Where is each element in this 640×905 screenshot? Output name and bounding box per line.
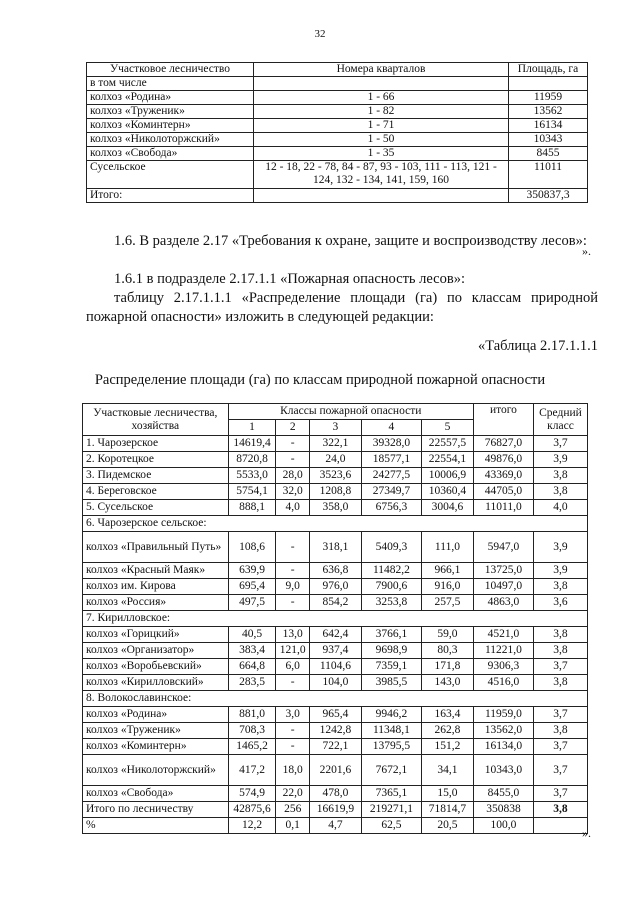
table-row <box>83 659 588 675</box>
header-class-4: 4 <box>361 420 421 436</box>
area-cell: 11011 <box>509 161 588 189</box>
table-row <box>83 563 588 579</box>
class-4-cell: 7359,1 <box>361 659 421 675</box>
paragraph-table-instruction: таблицу 2.17.1.1.1 «Распределение площади (га) по классам природной пожарной опасности» изложить в следующей редакции: <box>86 290 598 325</box>
class-5-cell: 20,5 <box>421 818 473 834</box>
total-cell: 4863,0 <box>473 595 533 611</box>
table-row <box>83 595 588 611</box>
class-3-cell: 642,4 <box>309 627 361 643</box>
class-4-cell: 3766,1 <box>361 627 421 643</box>
class-3-cell: 976,0 <box>309 579 361 595</box>
row-name: колхоз «Николоторжский» <box>83 755 229 786</box>
total-cell: 8455,0 <box>473 786 533 802</box>
class-5-cell: 3004,6 <box>421 500 473 516</box>
class-1-cell: 40,5 <box>228 627 276 643</box>
class-3-cell: 322,1 <box>309 436 361 452</box>
table-row <box>83 739 588 755</box>
area-cell: 8455 <box>509 147 588 161</box>
class-1-cell: 14619,4 <box>228 436 276 452</box>
quarters-cell: 1 - 71 <box>254 119 509 133</box>
table-row <box>83 484 588 500</box>
class-4-cell: 5409,3 <box>361 532 421 563</box>
quarters-cell: 1 - 50 <box>254 133 509 147</box>
header-area: Площадь, га <box>509 63 588 77</box>
quarters-table-row <box>87 189 588 203</box>
class-4-cell: 9946,2 <box>361 707 421 723</box>
quarters-table-row <box>87 147 588 161</box>
header-class-1: 1 <box>228 420 276 436</box>
class-5-cell: 151,2 <box>421 739 473 755</box>
table-row <box>83 723 588 739</box>
class-4-cell: 62,5 <box>361 818 421 834</box>
row-name: 2. Коротецкое <box>83 452 229 468</box>
class-2-cell: - <box>276 452 309 468</box>
total-cell: 5947,0 <box>473 532 533 563</box>
class-2-cell: 121,0 <box>276 643 309 659</box>
average-class-cell: 3,7 <box>533 755 587 786</box>
average-class-cell: 3,8 <box>533 802 587 818</box>
quarters-table-header <box>87 63 588 77</box>
total-cell: 11011,0 <box>473 500 533 516</box>
total-cell: 100,0 <box>473 818 533 834</box>
class-4-cell: 7672,1 <box>361 755 421 786</box>
class-3-cell: 1104,6 <box>309 659 361 675</box>
quarters-table-row <box>87 161 588 189</box>
table-row <box>83 818 588 834</box>
row-name: колхоз «Кирилловский» <box>83 675 229 691</box>
average-class-cell: 3,9 <box>533 452 587 468</box>
class-2-cell: 28,0 <box>276 468 309 484</box>
row-name: 4. Береговское <box>83 484 229 500</box>
total-cell: 9306,3 <box>473 659 533 675</box>
forestry-name-cell: колхоз «Труженик» <box>87 105 254 119</box>
quarters-table-row <box>87 105 588 119</box>
class-5-cell: 171,8 <box>421 659 473 675</box>
average-class-cell: 3,7 <box>533 786 587 802</box>
average-class-cell: 3,7 <box>533 436 587 452</box>
class-3-cell: 854,2 <box>309 595 361 611</box>
average-class-cell <box>533 818 587 834</box>
quarters-table <box>86 62 588 203</box>
row-name: колхоз «Красный Маяк» <box>83 563 229 579</box>
class-5-cell: 163,4 <box>421 707 473 723</box>
forestry-name-cell: колхоз «Николоторжский» <box>87 133 254 147</box>
forestry-name-cell: Сусельское <box>87 161 254 189</box>
class-2-cell: 3,0 <box>276 707 309 723</box>
class-3-cell: 478,0 <box>309 786 361 802</box>
total-cell: 43369,0 <box>473 468 533 484</box>
header-forestry-name: Участковые лесничества, хозяйства <box>83 404 229 436</box>
class-3-cell: 4,7 <box>309 818 361 834</box>
quarters-cell: 1 - 35 <box>254 147 509 161</box>
total-cell: 4521,0 <box>473 627 533 643</box>
total-cell: 4516,0 <box>473 675 533 691</box>
row-name: 1. Чарозерское <box>83 436 229 452</box>
average-class-cell: 3,9 <box>533 532 587 563</box>
row-name: колхоз им. Кирова <box>83 579 229 595</box>
class-5-cell: 257,5 <box>421 595 473 611</box>
class-5-cell: 15,0 <box>421 786 473 802</box>
average-class-cell: 3,6 <box>533 595 587 611</box>
class-5-cell: 22554,1 <box>421 452 473 468</box>
area-cell: 11959 <box>509 91 588 105</box>
class-4-cell: 3253,8 <box>361 595 421 611</box>
class-1-cell: 383,4 <box>228 643 276 659</box>
row-name: колхоз «Коминтерн» <box>83 739 229 755</box>
class-1-cell: 888,1 <box>228 500 276 516</box>
total-cell: 16134,0 <box>473 739 533 755</box>
class-4-cell: 6756,3 <box>361 500 421 516</box>
page-number: 32 <box>314 28 326 40</box>
class-2-cell: - <box>276 723 309 739</box>
total-cell: 350838 <box>473 802 533 818</box>
table-row <box>83 802 588 818</box>
table-row <box>83 500 588 516</box>
class-5-cell: 966,1 <box>421 563 473 579</box>
class-5-cell: 22557,5 <box>421 436 473 452</box>
class-2-cell: - <box>276 595 309 611</box>
class-2-cell: - <box>276 532 309 563</box>
class-3-cell: 2201,6 <box>309 755 361 786</box>
header-average-class: Средний класс <box>533 404 587 436</box>
average-class-cell: 3,8 <box>533 627 587 643</box>
header-class-3: 3 <box>309 420 361 436</box>
paragraph-1-6: 1.6. В разделе 2.17 «Требования к охране, защите и воспроизводству лесов»: <box>114 233 587 249</box>
header-fire-classes: Классы пожарной опасности <box>228 404 473 420</box>
row-name: % <box>83 818 229 834</box>
area-cell: 16134 <box>509 119 588 133</box>
class-1-cell: 664,8 <box>228 659 276 675</box>
class-1-cell: 8720,8 <box>228 452 276 468</box>
class-5-cell: 143,0 <box>421 675 473 691</box>
table-row <box>83 452 588 468</box>
class-1-cell: 708,3 <box>228 723 276 739</box>
quarters-table-row <box>87 133 588 147</box>
class-4-cell: 18577,1 <box>361 452 421 468</box>
section-title: 8. Волокославинское: <box>83 691 588 707</box>
class-5-cell: 10360,4 <box>421 484 473 500</box>
class-4-cell: 3985,5 <box>361 675 421 691</box>
quote-end: ». <box>582 244 591 258</box>
table-title: Распределение площади (га) по классам природной пожарной опасности <box>94 372 546 388</box>
class-1-cell: 5754,1 <box>228 484 276 500</box>
area-cell <box>509 77 588 91</box>
class-1-cell: 1465,2 <box>228 739 276 755</box>
class-2-cell: 22,0 <box>276 786 309 802</box>
class-4-cell: 11482,2 <box>361 563 421 579</box>
section-title: 7. Кирилловское: <box>83 611 588 627</box>
section-title: 6. Чарозерское сельское: <box>83 516 588 532</box>
total-cell: 11959,0 <box>473 707 533 723</box>
fire-class-table <box>82 403 588 834</box>
class-4-cell: 9698,9 <box>361 643 421 659</box>
class-1-cell: 695,4 <box>228 579 276 595</box>
header-quarters: Номера кварталов <box>254 63 509 77</box>
class-3-cell: 24,0 <box>309 452 361 468</box>
row-name: колхоз «Россия» <box>83 595 229 611</box>
class-2-cell: 6,0 <box>276 659 309 675</box>
total-cell: 13562,0 <box>473 723 533 739</box>
row-name: 3. Пидемское <box>83 468 229 484</box>
class-1-cell: 574,9 <box>228 786 276 802</box>
quote-end: ». <box>582 826 591 840</box>
class-2-cell: - <box>276 675 309 691</box>
quarters-cell: 12 - 18, 22 - 78, 84 - 87, 93 - 103, 111 - 113, 121 - 124, 132 - 134, 141, 159, 160 <box>254 161 509 189</box>
area-cell: 13562 <box>509 105 588 119</box>
class-2-cell: 0,1 <box>276 818 309 834</box>
forestry-name-cell: колхоз «Коминтерн» <box>87 119 254 133</box>
class-1-cell: 108,6 <box>228 532 276 563</box>
table-row <box>83 468 588 484</box>
total-cell: 44705,0 <box>473 484 533 500</box>
quarters-cell: 1 - 82 <box>254 105 509 119</box>
class-4-cell: 7900,6 <box>361 579 421 595</box>
class-5-cell: 34,1 <box>421 755 473 786</box>
class-5-cell: 111,0 <box>421 532 473 563</box>
forestry-name-cell: колхоз «Родина» <box>87 91 254 105</box>
class-4-cell: 219271,1 <box>361 802 421 818</box>
class-4-cell: 13795,5 <box>361 739 421 755</box>
average-class-cell: 3,8 <box>533 675 587 691</box>
class-5-cell: 916,0 <box>421 579 473 595</box>
class-2-cell: 256 <box>276 802 309 818</box>
class-4-cell: 24277,5 <box>361 468 421 484</box>
class-5-cell: 71814,7 <box>421 802 473 818</box>
class-2-cell: 13,0 <box>276 627 309 643</box>
table-row <box>83 786 588 802</box>
total-cell: 76827,0 <box>473 436 533 452</box>
table-row <box>83 675 588 691</box>
row-name: колхоз «Труженик» <box>83 723 229 739</box>
class-1-cell: 283,5 <box>228 675 276 691</box>
table-label: «Таблица 2.17.1.1.1 <box>477 338 598 354</box>
quarters-table-row <box>87 119 588 133</box>
row-name: колхоз «Родина» <box>83 707 229 723</box>
table-row <box>83 627 588 643</box>
average-class-cell: 3,7 <box>533 739 587 755</box>
row-name: колхоз «Правильный Путь» <box>83 532 229 563</box>
quarters-table-row <box>87 91 588 105</box>
class-4-cell: 11348,1 <box>361 723 421 739</box>
average-class-cell: 3,7 <box>533 659 587 675</box>
class-2-cell: 18,0 <box>276 755 309 786</box>
class-1-cell: 417,2 <box>228 755 276 786</box>
class-5-cell: 59,0 <box>421 627 473 643</box>
area-cell: 350837,3 <box>509 189 588 203</box>
class-4-cell: 27349,7 <box>361 484 421 500</box>
class-2-cell: 4,0 <box>276 500 309 516</box>
section-row <box>83 611 588 627</box>
header-class-2: 2 <box>276 420 309 436</box>
paragraph-1-6-1: 1.6.1 в подразделе 2.17.1.1 «Пожарная опасность лесов»: <box>114 271 465 287</box>
class-1-cell: 639,9 <box>228 563 276 579</box>
row-name: 5. Сусельское <box>83 500 229 516</box>
header-class-5: 5 <box>421 420 473 436</box>
average-class-cell: 3,8 <box>533 723 587 739</box>
class-3-cell: 104,0 <box>309 675 361 691</box>
row-name: Итого по лесничеству <box>83 802 229 818</box>
average-class-cell: 4,0 <box>533 500 587 516</box>
quarters-cell <box>254 189 509 203</box>
class-3-cell: 965,4 <box>309 707 361 723</box>
total-cell: 11221,0 <box>473 643 533 659</box>
table-row <box>83 707 588 723</box>
total-cell: 10497,0 <box>473 579 533 595</box>
class-1-cell: 12,2 <box>228 818 276 834</box>
class-3-cell: 16619,9 <box>309 802 361 818</box>
average-class-cell: 3,8 <box>533 468 587 484</box>
average-class-cell: 3,8 <box>533 484 587 500</box>
forestry-name-cell: колхоз «Свобода» <box>87 147 254 161</box>
forestry-name-cell: Итого: <box>87 189 254 203</box>
class-1-cell: 881,0 <box>228 707 276 723</box>
class-4-cell: 7365,1 <box>361 786 421 802</box>
average-class-cell: 3,8 <box>533 643 587 659</box>
class-3-cell: 1208,8 <box>309 484 361 500</box>
header-total: итого <box>473 404 533 436</box>
class-5-cell: 80,3 <box>421 643 473 659</box>
average-class-cell: 3,7 <box>533 707 587 723</box>
table-row <box>83 755 588 786</box>
class-5-cell: 262,8 <box>421 723 473 739</box>
row-name: колхоз «Организатор» <box>83 643 229 659</box>
class-3-cell: 358,0 <box>309 500 361 516</box>
class-1-cell: 42875,6 <box>228 802 276 818</box>
table-row <box>83 532 588 563</box>
average-class-cell: 3,9 <box>533 563 587 579</box>
total-cell: 49876,0 <box>473 452 533 468</box>
class-3-cell: 1242,8 <box>309 723 361 739</box>
row-name: колхоз «Горицкий» <box>83 627 229 643</box>
class-2-cell: 9,0 <box>276 579 309 595</box>
class-3-cell: 318,1 <box>309 532 361 563</box>
class-3-cell: 937,4 <box>309 643 361 659</box>
class-2-cell: - <box>276 739 309 755</box>
class-3-cell: 636,8 <box>309 563 361 579</box>
forestry-name-cell: в том числе <box>87 77 254 91</box>
class-2-cell: 32,0 <box>276 484 309 500</box>
class-3-cell: 722,1 <box>309 739 361 755</box>
section-row <box>83 691 588 707</box>
quarters-table-row <box>87 77 588 91</box>
class-1-cell: 497,5 <box>228 595 276 611</box>
table-row <box>83 436 588 452</box>
class-3-cell: 3523,6 <box>309 468 361 484</box>
row-name: колхоз «Свобода» <box>83 786 229 802</box>
total-cell: 13725,0 <box>473 563 533 579</box>
class-2-cell: - <box>276 436 309 452</box>
total-cell: 10343,0 <box>473 755 533 786</box>
class-5-cell: 10006,9 <box>421 468 473 484</box>
row-name: колхоз «Воробьевский» <box>83 659 229 675</box>
class-2-cell: - <box>276 563 309 579</box>
class-4-cell: 39328,0 <box>361 436 421 452</box>
section-row <box>83 516 588 532</box>
average-class-cell: 3,8 <box>533 579 587 595</box>
quarters-cell <box>254 77 509 91</box>
area-cell: 10343 <box>509 133 588 147</box>
table-row <box>83 643 588 659</box>
quarters-cell: 1 - 66 <box>254 91 509 105</box>
table-row <box>83 579 588 595</box>
class-1-cell: 5533,0 <box>228 468 276 484</box>
fire-table-header-row-1 <box>83 404 588 420</box>
header-forestry: Участковое лесничество <box>87 63 254 77</box>
